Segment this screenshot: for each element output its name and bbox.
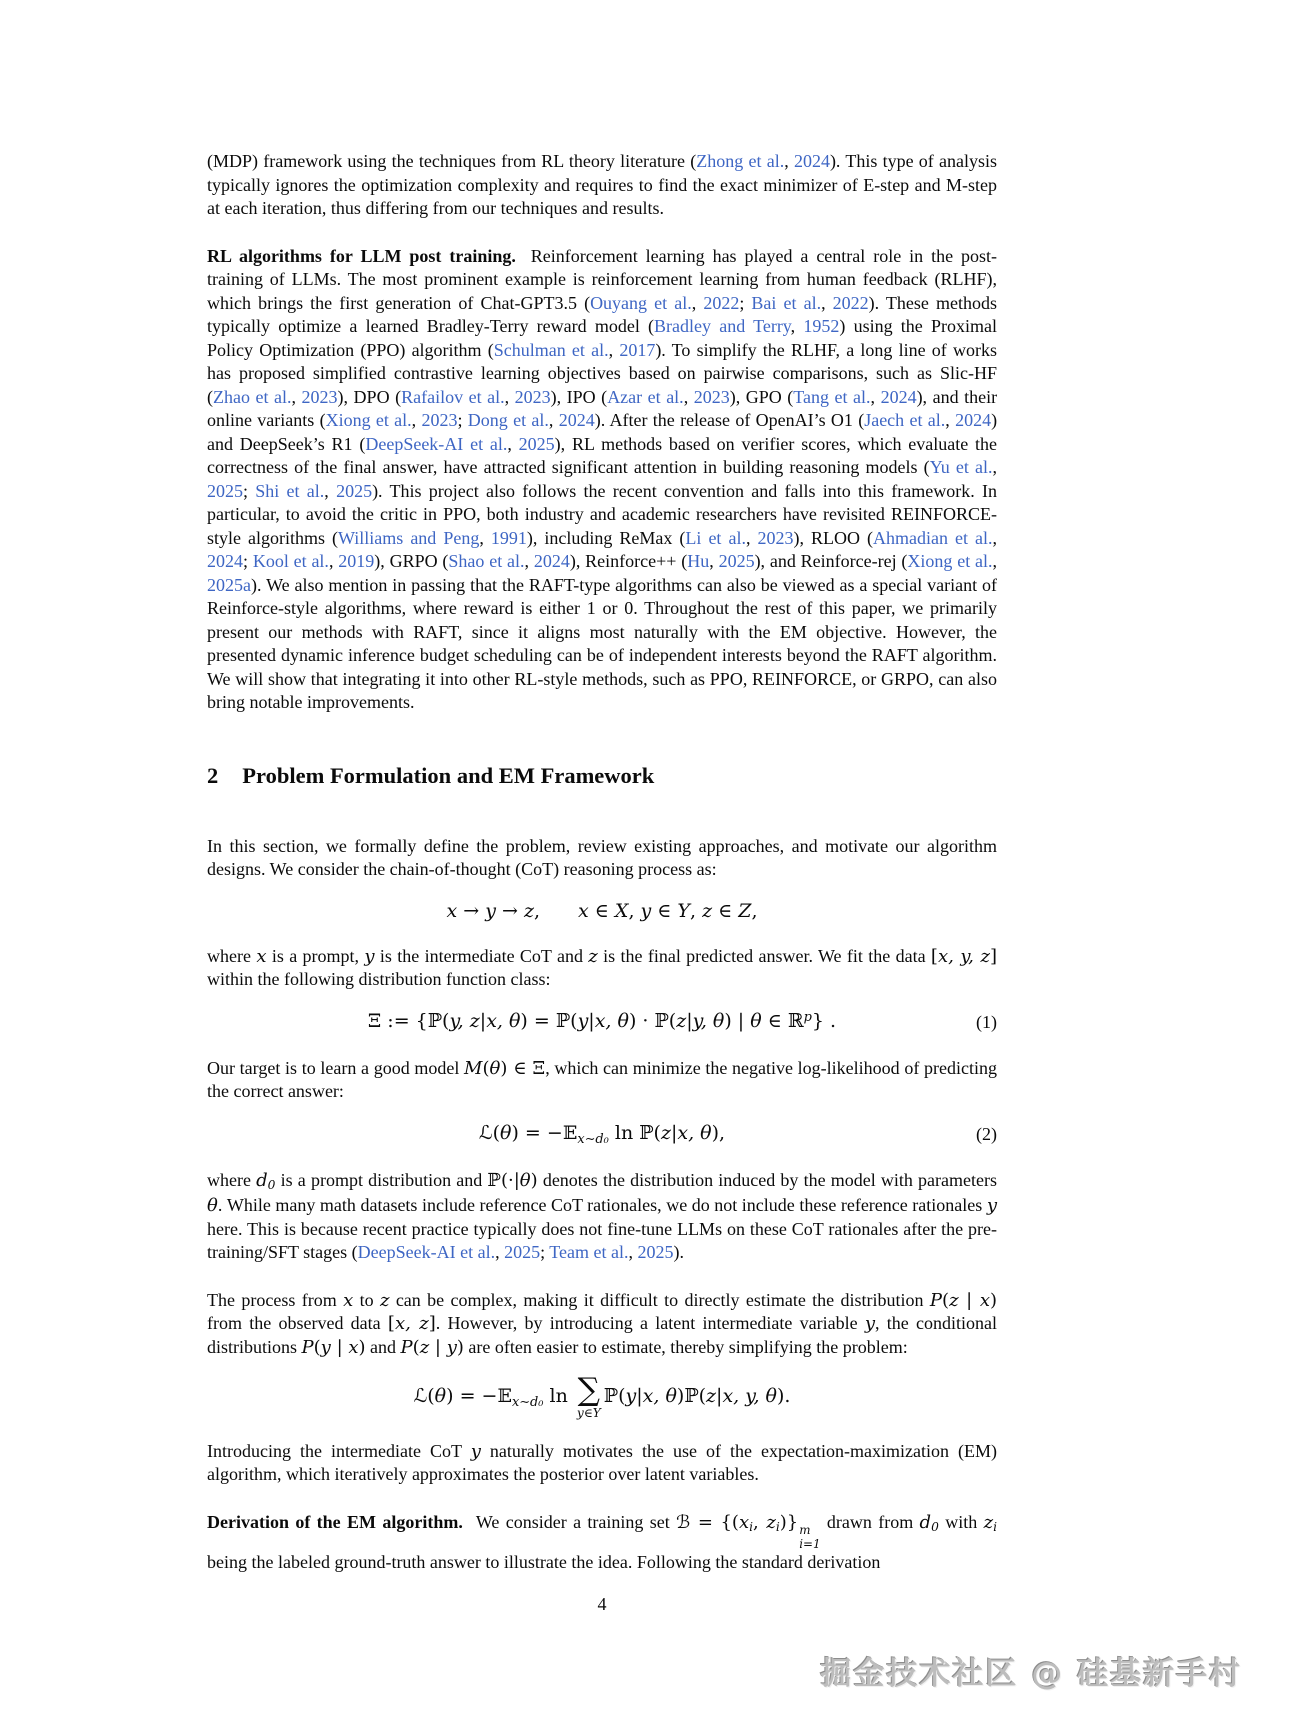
citation-link[interactable]: Bai et al. [751, 292, 822, 313]
citation-link[interactable]: 2024 [533, 551, 570, 571]
text-segment: Y [677, 899, 690, 922]
citation-link[interactable]: Shao et al. [448, 551, 525, 571]
text-segment: with [938, 1511, 984, 1532]
citation-link[interactable]: 2025a [207, 574, 251, 595]
text-segment: ℙ [639, 1121, 654, 1144]
text-segment: = {( [690, 1511, 739, 1533]
text-segment: P [400, 1336, 413, 1358]
text-segment: ( [942, 1289, 950, 1311]
text-segment: , [784, 151, 794, 171]
citation-link[interactable]: 2025 [504, 1242, 541, 1262]
text-segment: ∈ [712, 899, 739, 922]
text-segment: p [803, 1009, 812, 1025]
text-segment: )} [779, 1511, 799, 1533]
paragraph-introducing-em [207, 1440, 997, 1487]
citation-link[interactable]: 2025 [207, 480, 243, 501]
text-segment: θ [500, 1121, 512, 1144]
citation-link[interactable]: 2025 [718, 551, 755, 571]
text-segment: z [706, 1384, 717, 1407]
text-segment: z [949, 1289, 959, 1311]
citation-link[interactable]: 1991 [490, 527, 527, 548]
text-segment: can be complex, making it difficult to directly estimate the distribution [389, 1289, 930, 1310]
text-segment: x, θ [677, 1121, 712, 1144]
text-segment: , the conditional distributions [207, 1313, 997, 1357]
text-segment: ℝ [787, 1009, 804, 1032]
text-segment: d [919, 1511, 932, 1533]
text-segment: x [738, 1511, 750, 1533]
text-segment: y [485, 899, 496, 922]
text-segment: x [979, 1289, 990, 1311]
citation-link[interactable]: 2023 [693, 386, 730, 407]
text-segment: , [479, 527, 491, 548]
text-segment: , [608, 339, 620, 360]
text-segment: ℙ [487, 1169, 501, 1191]
watermark: 掘金技术社区 @ 硅基新手村 [820, 1656, 1242, 1692]
text-segment: → [457, 899, 486, 922]
text-segment: is the final predicted answer. We fit the data [597, 945, 931, 966]
citation-link[interactable]: Schulman et al. [493, 339, 609, 360]
citation-link[interactable]: Shi et al. [255, 480, 325, 501]
text-segment: → [495, 899, 524, 922]
citation-link[interactable]: Xiong et al. [907, 551, 993, 571]
text-segment: ). This type of analysis typically ignores the optimization complexity and requires to find the exact minimizer of E-step and M-step at each iteration, thus differing from our techniques and results. [207, 151, 997, 218]
citation-link[interactable]: DeepSeek-AI et al. [365, 433, 508, 454]
text-segment: , [507, 433, 519, 454]
citation-link[interactable]: 2023 [421, 410, 458, 430]
text-segment: ∈ [588, 899, 615, 922]
text-segment: , [628, 899, 641, 922]
text-segment: ℙ [684, 1384, 699, 1407]
citation-link[interactable]: 2023 [757, 527, 794, 548]
paragraph-fit-data [207, 945, 997, 992]
text-segment: 𝔼 [497, 1384, 512, 1407]
citation-link[interactable]: 2024 [207, 551, 243, 571]
text-segment: θ [489, 1057, 501, 1079]
text-segment: ; [540, 1242, 550, 1262]
citation-link[interactable]: 2025 [518, 433, 555, 454]
text-segment: and [365, 1336, 401, 1357]
text-segment: . However, by introducing a latent intermediate variable [435, 1313, 865, 1333]
text-segment: ) [676, 1384, 685, 1407]
text-segment: ( [313, 1336, 321, 1358]
citation-link[interactable]: 2019 [338, 551, 375, 571]
math-supsub: m i=1 [799, 1523, 821, 1551]
citation-link[interactable]: 2024 [793, 151, 830, 171]
text-segment: ) = − [511, 1121, 563, 1144]
text-segment: ), and their online variants ( [207, 386, 998, 430]
citation-link[interactable]: Kool et al. [252, 551, 329, 571]
text-segment: ) · [628, 1009, 655, 1032]
text-segment: , which can minimize the negative log-likelihood of predicting the correct answer: [207, 1057, 997, 1101]
citation-link[interactable]: Li et al. [685, 527, 746, 548]
text-segment: θ [519, 1169, 531, 1191]
text-segment: | [958, 1289, 980, 1311]
citation-link[interactable]: Dong et al. [467, 410, 549, 430]
text-segment: naturally motivates the use of the expectation-maximization (EM) algorithm, which iteratively approximates the posterior over latent variables. [207, 1440, 997, 1484]
text-segment: Z [738, 899, 752, 922]
text-segment: ln [543, 1384, 574, 1407]
text-segment: ), DPO ( [337, 386, 402, 407]
text-segment: (MDP) framework using the techniques from RL theory literature ( [207, 151, 697, 171]
section-number: 2 [207, 762, 219, 788]
text-segment: , [945, 410, 956, 430]
text-segment: 0 [267, 1178, 276, 1193]
text-segment: Ξ := { [367, 1009, 428, 1032]
text-segment: i [775, 1520, 780, 1535]
equation-body [413, 1372, 791, 1421]
citation-link[interactable]: 2025 [637, 1242, 674, 1262]
paragraph-derivation-em [207, 1511, 997, 1575]
citation-link[interactable]: 2022 [703, 292, 740, 313]
text-segment: ) using the Proximal Policy Optimization (PPO) algorithm ( [207, 316, 997, 360]
text-segment: , [691, 292, 704, 313]
text-segment: drawn from [820, 1511, 920, 1532]
equation-nll [207, 1120, 997, 1149]
text-segment: ), including ReMax ( [526, 527, 686, 548]
citation-link[interactable]: Bradley and Terry [654, 316, 791, 336]
text-segment: θ [434, 1384, 447, 1407]
text-segment: ; [243, 551, 253, 571]
text-segment: ℙ [555, 1009, 571, 1032]
equation-distribution-class [207, 1008, 997, 1037]
text-segment: y, z [449, 1009, 480, 1032]
citation-link[interactable]: Azar et al. [607, 386, 684, 407]
text-segment: z [588, 945, 598, 967]
text-segment: , [753, 1511, 767, 1533]
paragraph-process-complex [207, 1289, 997, 1360]
text-segment: ( [698, 1384, 707, 1407]
text-segment: ℬ [676, 1511, 691, 1533]
text-segment: x [256, 945, 267, 967]
text-segment: ℙ [427, 1009, 443, 1032]
text-segment: We consider a training set [469, 1511, 677, 1532]
citation-link[interactable]: Rafailov et al. [401, 386, 505, 407]
text-segment: y [864, 1313, 876, 1334]
text-segment: } . [811, 1009, 837, 1032]
text-segment: x [343, 1289, 354, 1311]
text-segment: , [291, 386, 302, 407]
citation-link[interactable]: 2023 [301, 386, 338, 407]
citation-link[interactable]: Ouyang et al. [590, 292, 692, 313]
text-segment: is a prompt distribution and [275, 1169, 488, 1190]
text-segment: ) = − [446, 1384, 498, 1407]
text-segment: y [986, 1195, 997, 1216]
text-segment: x, θ [486, 1009, 521, 1032]
text-segment: ) ∈ Ξ [500, 1057, 546, 1079]
text-segment: denotes the distribution induced by the model with parameters [537, 1169, 997, 1190]
text-segment: [ [387, 1313, 395, 1334]
text-segment: , [821, 292, 833, 313]
paragraph-target-model [207, 1057, 997, 1104]
text-segment: , [324, 480, 337, 501]
citation-link[interactable]: 2025 [336, 480, 373, 501]
text-segment: ), RL methods based on verifier scores, which evaluate the correctness of the final answer, have attracted significant attention in building reasoning models ( [207, 433, 997, 477]
text-segment: ). [776, 1384, 791, 1407]
text-segment: ). These methods typically optimize a learned Bradley-Terry reward model ( [207, 292, 997, 336]
text-segment: | [636, 1384, 643, 1407]
text-segment: | [670, 1121, 678, 1144]
text-segment: ), RLOO ( [793, 527, 874, 548]
text-segment: , [524, 551, 534, 571]
paragraph-mdp-continuation [207, 150, 997, 221]
text-segment: | [330, 1336, 349, 1358]
text-segment: x [578, 899, 589, 922]
text-segment: , [504, 386, 515, 407]
text-segment: θ [750, 1009, 762, 1032]
paragraph-prompt-distribution [207, 1169, 997, 1265]
citation-link[interactable]: Zhong et al. [696, 151, 785, 171]
text-segment: i [749, 1520, 754, 1535]
text-segment: ), and Reinforce-rej ( [754, 551, 908, 571]
text-segment: ) [358, 1336, 366, 1358]
text-segment: z [702, 899, 713, 922]
text-segment: . While many math datasets include reference CoT rationales, we do not include these reference rationales [217, 1195, 987, 1215]
text-segment: ∈ [761, 1009, 788, 1032]
text-segment: is a prompt, [266, 945, 365, 966]
text-segment: ℙ [654, 1009, 669, 1032]
text-segment: X [614, 899, 629, 922]
text-segment: , [870, 386, 881, 407]
text-segment: | [716, 1384, 723, 1407]
text-segment: , [745, 527, 758, 548]
text-segment: y [640, 899, 652, 922]
text-segment: , [548, 410, 559, 430]
paragraph-rl-algorithms [207, 245, 997, 715]
text-segment: being the labeled ground-truth answer to illustrate the idea. Following the standard derivation [207, 1552, 881, 1573]
text-segment: ℒ [413, 1384, 428, 1407]
text-segment: ; [457, 410, 468, 430]
text-segment: 𝔼 [562, 1121, 578, 1144]
text-segment: , [411, 410, 422, 430]
citation-link[interactable]: Hu [687, 551, 710, 571]
text-segment: θ [207, 1195, 218, 1216]
text-segment: P [929, 1289, 943, 1311]
text-segment: x, θ [594, 1009, 629, 1032]
text-segment: , [628, 1242, 638, 1262]
text-segment: is the intermediate CoT and [374, 945, 589, 966]
text-segment: ). We also mention in passing that the RAFT-type algorithms can also be viewed as a special variant of Reinforce-style algorithms, where reward is either 1 or 0. Throughout the rest of this paper, we primarily present our methods with RAFT, since it aligns most naturally with the EM objective. However, the presented dynamic inference budget scheduling can be of independent interests beyond the RAFT algorithm. We will show that integrating it into other RL-style methods, such as PPO, REINFORCE, or GRPO, can also bring notable improvements. [207, 574, 997, 712]
text-segment: 0 [931, 1520, 939, 1535]
citation-link[interactable]: Team et al. [549, 1242, 629, 1262]
section-heading [207, 761, 997, 791]
text-segment: x [446, 899, 458, 922]
citation-link[interactable]: 2022 [832, 292, 869, 313]
text-segment: where [207, 1169, 257, 1190]
citation-link[interactable]: 2024 [558, 410, 595, 430]
text-segment: ∈ [651, 899, 678, 922]
text-segment: y [446, 1336, 457, 1358]
text-segment: , [328, 551, 339, 571]
text-segment: [ [930, 945, 938, 967]
text-segment: , [709, 551, 719, 571]
text-segment: ln [608, 1121, 640, 1144]
citation-link[interactable]: Ahmadian et al. [873, 527, 993, 548]
text-segment: , [751, 899, 758, 922]
text-segment: | [429, 1336, 447, 1358]
text-segment: z [766, 1511, 776, 1533]
text-segment: z [379, 1289, 390, 1311]
text-segment: ). After the release of OpenAI’s O1 ( [594, 410, 865, 430]
text-segment: , [992, 457, 997, 477]
text-segment: Our target is to learn a good model [207, 1057, 465, 1078]
text-segment: M [464, 1057, 483, 1079]
text-segment: , [992, 527, 998, 548]
text-segment: ) [989, 1289, 997, 1311]
text-segment: Reinforcement learning has played a central role in the post-training of LLMs. The most prominent example is reinforcement learning from human feedback (RLHF), which brings the first generation of Chat-GPT3.5 ( [207, 245, 997, 313]
equation-number-2: (2) [976, 1124, 997, 1144]
text-segment: where [207, 945, 257, 966]
text-segment: , [790, 316, 804, 336]
page-number: 4 [597, 1594, 607, 1614]
citation-link[interactable]: Xiong et al. [325, 410, 412, 430]
text-segment: ), Reinforce++ ( [569, 551, 688, 571]
summation-operator: ∑ y∈Y [576, 1372, 601, 1421]
text-segment: y [470, 1440, 481, 1462]
equation-body [368, 1011, 836, 1032]
text-segment: ( [668, 1009, 677, 1032]
equation-body [478, 1121, 726, 1147]
text-segment: z [523, 899, 534, 922]
text-segment: z [660, 1121, 671, 1144]
citation-link[interactable]: Jaech et al. [864, 410, 946, 430]
text-segment: ), IPO ( [550, 386, 608, 407]
text-segment: within the following distribution function class: [207, 969, 551, 989]
paragraph-section-intro [207, 835, 997, 882]
equation-body [447, 901, 758, 922]
text-segment: d [256, 1169, 268, 1191]
text-segment: x, y, z [937, 945, 990, 967]
text-segment: ( [482, 1057, 490, 1079]
citation-link[interactable]: Tang et al. [793, 386, 871, 407]
citation-link[interactable]: DeepSeek-AI et al. [357, 1242, 496, 1262]
page-content [207, 0, 997, 1599]
text-segment: y, θ [692, 1009, 725, 1032]
text-segment: , [533, 899, 579, 922]
citation-link[interactable]: Williams and Peng [338, 527, 480, 548]
text-segment: ( [570, 1009, 578, 1032]
text-segment: y [625, 1384, 637, 1407]
text-segment: | [479, 1009, 487, 1032]
text-segment: x, y, θ [722, 1384, 777, 1407]
text-segment: , [683, 386, 694, 407]
citation-link[interactable]: 2024 [955, 410, 992, 430]
text-segment: RL algorithms for LLM post training. [207, 245, 516, 266]
text-segment: ) = [520, 1009, 556, 1032]
text-segment: ). To simplify the RLHF, a long line of works has proposed simplified contrastive learning objectives based on pairwise comparisons, such as Slic-HF ( [207, 339, 997, 407]
text-segment: z [983, 1511, 994, 1533]
text-segment: ( [492, 1121, 501, 1144]
text-segment: x, θ [642, 1384, 677, 1407]
text-segment: x∼d₀ [577, 1131, 609, 1147]
text-segment: here. This is because recent practice typically does not fine-tune LLMs on these CoT rationales after the pre-training/SFT stages ( [207, 1218, 997, 1262]
text-segment: (·| [500, 1169, 520, 1191]
text-segment: ) and DeepSeek’s R1 ( [207, 410, 998, 454]
text-segment: ℒ [478, 1121, 493, 1144]
text-segment: ; [243, 480, 256, 501]
citation-link[interactable]: 2024 [880, 386, 917, 407]
text-segment: ( [618, 1384, 626, 1407]
text-segment: ℙ [603, 1384, 619, 1407]
text-segment: | [588, 1009, 595, 1032]
text-segment: In this section, we formally define the problem, review existing approaches, and motivate our algorithm designs. We consider the chain-of-thought (CoT) reasoning process as: [207, 835, 997, 879]
text-segment: ( [653, 1121, 661, 1144]
text-segment: z [419, 1336, 430, 1358]
text-segment: ) [530, 1169, 538, 1191]
text-segment: Introducing the intermediate CoT [207, 1440, 471, 1461]
citation-link[interactable]: 1952 [803, 316, 840, 336]
text-segment: ). [673, 1242, 684, 1262]
section-title: Problem Formulation and EM Framework [242, 762, 655, 788]
text-segment: , [992, 551, 998, 571]
text-segment: x∼d₀ [511, 1394, 544, 1410]
text-segment: , [689, 899, 703, 922]
citation-link[interactable]: Yu et al. [929, 457, 993, 477]
text-segment: | [686, 1009, 693, 1032]
text-segment: y [364, 945, 375, 967]
text-segment: ] [989, 945, 997, 967]
text-segment: ) [456, 1336, 464, 1358]
text-segment: ] [428, 1313, 436, 1334]
text-segment: ( [412, 1336, 420, 1358]
text-segment: to [353, 1289, 380, 1310]
citation-link[interactable]: Zhao et al. [213, 386, 292, 407]
text-segment: ), GPO ( [729, 386, 794, 407]
equation-latent-nll [207, 1372, 997, 1421]
citation-link[interactable]: 2023 [514, 386, 551, 407]
text-segment: x, z [394, 1313, 429, 1334]
text-segment: from the observed data [207, 1313, 388, 1333]
text-segment: ) | [724, 1009, 751, 1032]
text-segment: i [993, 1520, 997, 1535]
equation-number-1: (1) [976, 1012, 997, 1032]
text-segment: x [348, 1336, 359, 1358]
text-segment: ( [442, 1009, 450, 1032]
text-segment: , [495, 1242, 505, 1262]
text-segment: P [301, 1336, 314, 1358]
text-segment: ( [427, 1384, 435, 1407]
text-segment: ; [739, 292, 752, 313]
text-segment: ). This project also follows the recent convention and falls into this framework. In particular, to avoid the critic in PPO, both industry and academic researchers have revisited REINFORCE-style algorithms ( [207, 480, 997, 548]
text-segment: z [676, 1009, 687, 1032]
text-segment: are often easier to estimate, thereby simplifying the problem: [463, 1336, 908, 1357]
text-segment: The process from [207, 1289, 344, 1310]
citation-link[interactable]: 2017 [619, 339, 656, 360]
text-segment: Derivation of the EM algorithm. [207, 1511, 463, 1532]
equation-cot-process [207, 898, 997, 925]
text-segment: ), GRPO ( [374, 551, 449, 571]
text-segment: y [577, 1009, 589, 1032]
text-segment: ), [711, 1121, 726, 1144]
text-segment: y [320, 1336, 331, 1358]
